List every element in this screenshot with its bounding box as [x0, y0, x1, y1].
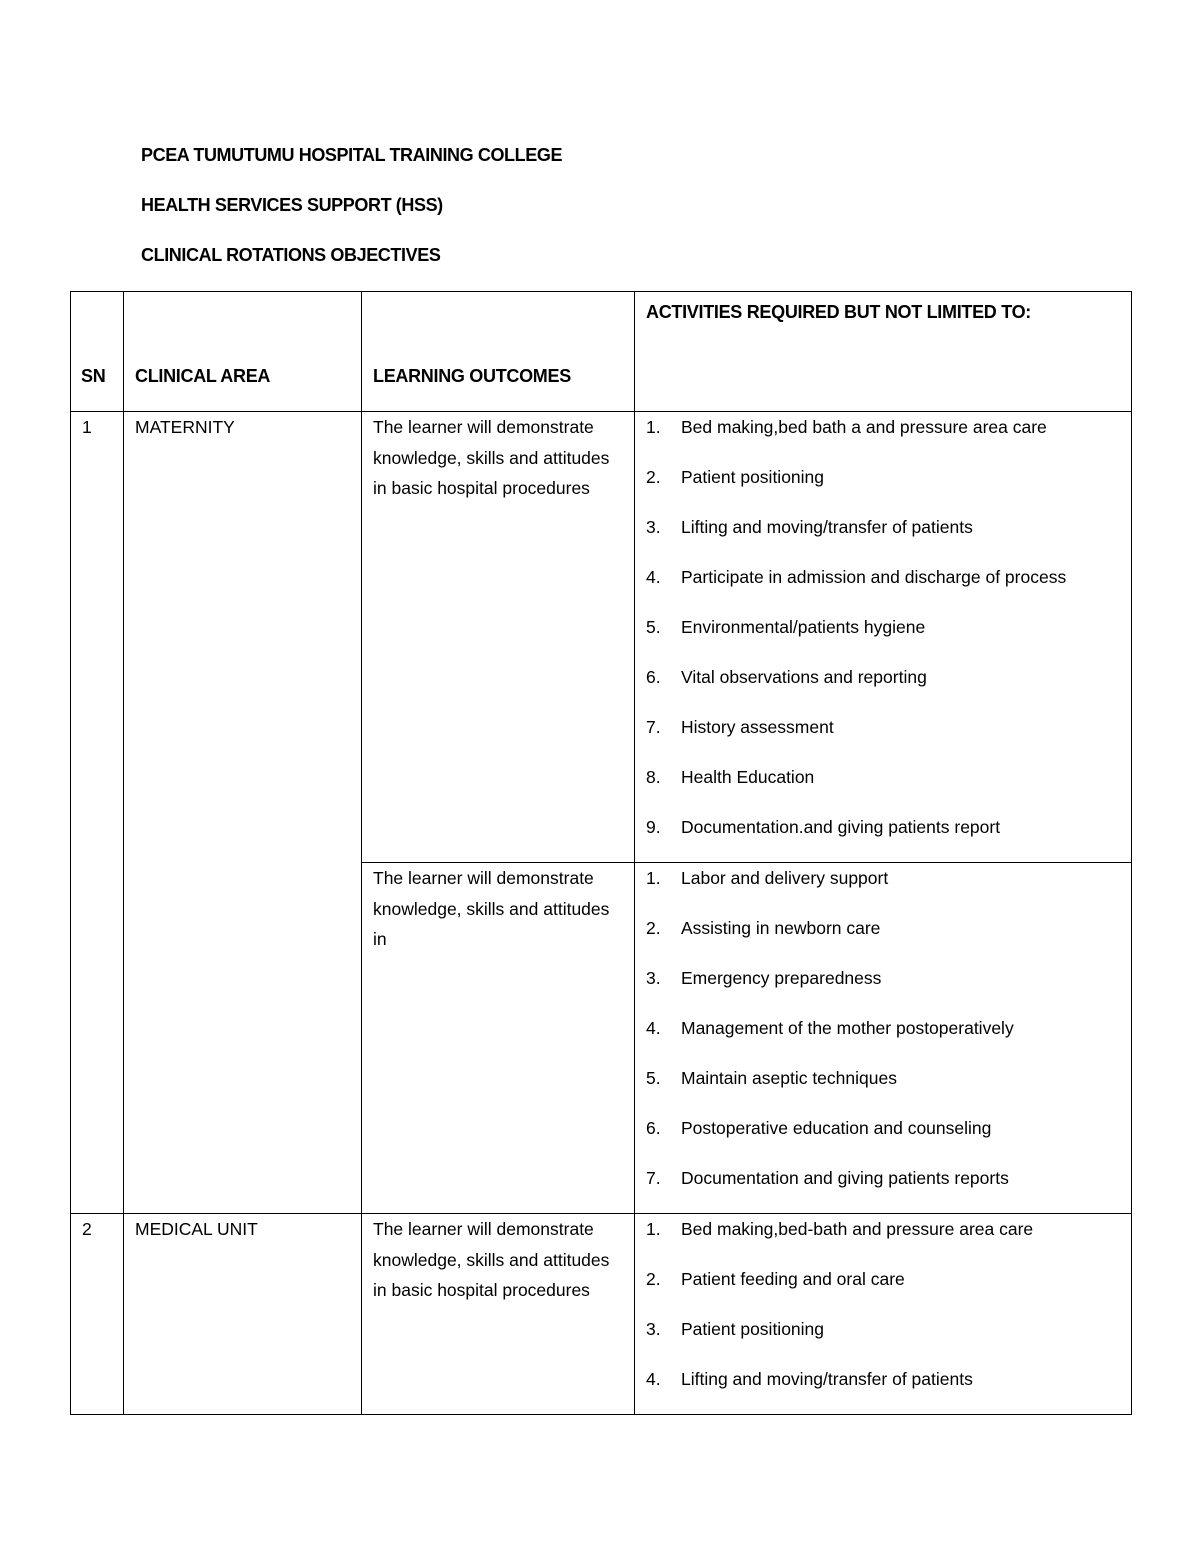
- activity-text: Documentation and giving patients reports: [681, 1168, 1009, 1188]
- activity-text: Health Education: [681, 767, 815, 787]
- activities-list: [646, 412, 1123, 862]
- activities-cell: [635, 412, 1132, 863]
- learning-outcome-cell: The learner will demonstrate knowledge, skills and attitudes in basic hospital procedures: [362, 1214, 635, 1415]
- activity-number: 5.: [646, 1068, 661, 1088]
- activities-list: [646, 863, 1123, 1213]
- activity-item: [646, 762, 1123, 812]
- activity-text: Patient positioning: [681, 467, 825, 487]
- activity-item: [646, 1113, 1123, 1163]
- activity-number: 7.: [646, 717, 661, 737]
- activity-text: Emergency preparedness: [681, 968, 882, 988]
- activity-number: 2.: [646, 918, 661, 938]
- clinical-area-cell: MATERNITY: [124, 412, 362, 1214]
- activity-item: [646, 1013, 1123, 1063]
- activities-list: [646, 1214, 1123, 1414]
- activity-item: [646, 812, 1123, 862]
- activity-item: [646, 412, 1123, 462]
- table-header-row: [71, 292, 1132, 412]
- activity-item: [646, 512, 1123, 562]
- activity-item: [646, 462, 1123, 512]
- column-header-sn: SN: [71, 292, 124, 412]
- activities-cell: [635, 1214, 1132, 1415]
- activity-number: 8.: [646, 767, 661, 787]
- activity-number: 2.: [646, 467, 661, 487]
- table-row: [71, 412, 1132, 863]
- activity-number: 4.: [646, 1018, 661, 1038]
- activity-item: [646, 1063, 1123, 1113]
- activity-number: 4.: [646, 1369, 661, 1389]
- activity-text: Bed making,bed-bath and pressure area care: [681, 1219, 1034, 1239]
- activity-item: [646, 963, 1123, 1013]
- activity-number: 7.: [646, 1168, 661, 1188]
- activity-item: [646, 562, 1123, 612]
- activity-item: [646, 1314, 1123, 1364]
- activity-text: Documentation.and giving patients report: [681, 817, 1001, 837]
- activity-text: History assessment: [681, 717, 834, 737]
- activity-number: 3.: [646, 517, 661, 537]
- activity-text: Environmental/patients hygiene: [681, 617, 926, 637]
- activity-text: Lifting and moving/transfer of patients: [681, 517, 973, 537]
- activity-text: Postoperative education and counseling: [681, 1118, 992, 1138]
- activity-item: [646, 1214, 1123, 1264]
- row-sn-cell: 1: [71, 412, 124, 1214]
- activity-text: Assisting in newborn care: [681, 918, 881, 938]
- document-title: CLINICAL ROTATIONS OBJECTIVES: [141, 245, 441, 265]
- table-row: [71, 1214, 1132, 1415]
- program-title: HEALTH SERVICES SUPPORT (HSS): [141, 195, 443, 215]
- learning-outcome-cell: The learner will demonstrate knowledge, skills and attitudes in basic hospital procedures: [362, 412, 635, 863]
- activity-item: [646, 913, 1123, 963]
- activity-item: [646, 1163, 1123, 1213]
- activity-text: Management of the mother postoperatively: [681, 1018, 1014, 1038]
- activity-number: 6.: [646, 667, 661, 687]
- activity-item: [646, 612, 1123, 662]
- activity-text: Labor and delivery support: [681, 868, 889, 888]
- activity-text: Lifting and moving/transfer of patients: [681, 1369, 973, 1389]
- activity-item: [646, 712, 1123, 762]
- activity-text: Patient positioning: [681, 1319, 825, 1339]
- activity-number: 4.: [646, 567, 661, 587]
- activity-text: Participate in admission and discharge of process: [681, 567, 1067, 587]
- activity-number: 5.: [646, 617, 661, 637]
- activity-text: Vital observations and reporting: [681, 667, 927, 687]
- activity-number: 2.: [646, 1269, 661, 1289]
- activity-number: 9.: [646, 817, 661, 837]
- column-header-activities: ACTIVITIES REQUIRED BUT NOT LIMITED TO:: [635, 292, 1132, 412]
- activity-item: [646, 1364, 1123, 1414]
- activity-number: 6.: [646, 1118, 661, 1138]
- activity-item: [646, 662, 1123, 712]
- column-header-learning-outcomes: LEARNING OUTCOMES: [362, 292, 635, 412]
- row-sn-cell: 2: [71, 1214, 124, 1415]
- activity-text: Patient feeding and oral care: [681, 1269, 905, 1289]
- activity-item: [646, 863, 1123, 913]
- activity-number: 1.: [646, 868, 661, 888]
- clinical-area-cell: MEDICAL UNIT: [124, 1214, 362, 1415]
- learning-outcome-cell: The learner will demonstrate knowledge, skills and attitudes in: [362, 863, 635, 1214]
- activity-number: 1.: [646, 1219, 661, 1239]
- activity-text: Maintain aseptic techniques: [681, 1068, 897, 1088]
- objectives-table: [70, 291, 1132, 1415]
- activity-text: Bed making,bed bath a and pressure area care: [681, 417, 1047, 437]
- institution-title: PCEA TUMUTUMU HOSPITAL TRAINING COLLEGE: [141, 145, 563, 165]
- activity-item: [646, 1264, 1123, 1314]
- activities-cell: [635, 863, 1132, 1214]
- activity-number: 3.: [646, 1319, 661, 1339]
- column-header-clinical-area: CLINICAL AREA: [124, 292, 362, 412]
- activity-number: 1.: [646, 417, 661, 437]
- activity-number: 3.: [646, 968, 661, 988]
